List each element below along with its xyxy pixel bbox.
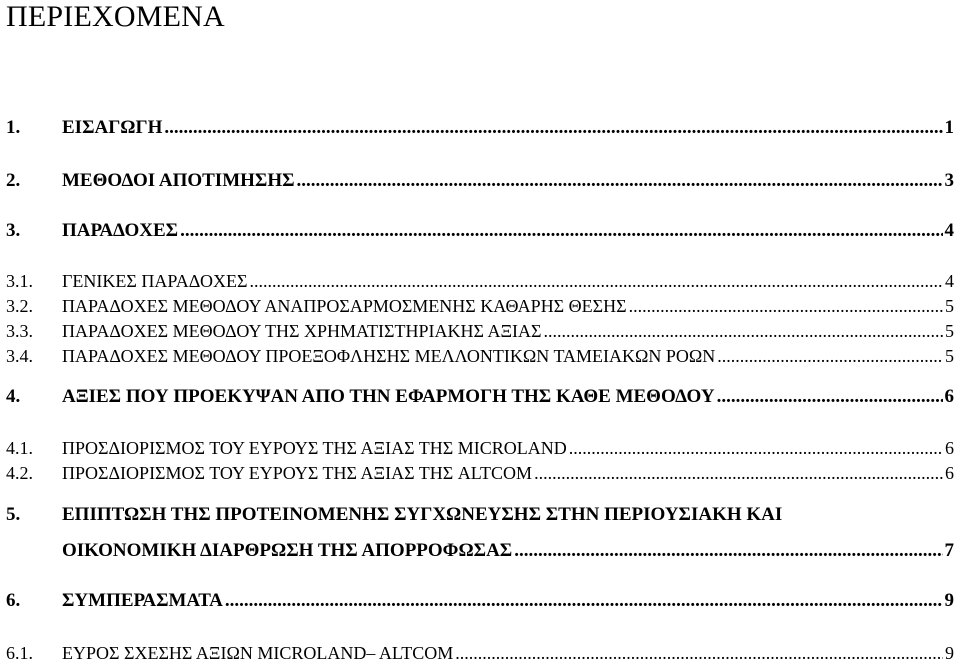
toc-entry-title: ΠΡΟΣΔΙΟΡΙΣΜΟΣ ΤΟΥ ΕΥΡΟΥΣ ΤΗΣ ΑΞΙΑΣ ΤΗΣ ALTCOM	[62, 463, 533, 483]
toc-entry-number: 3.4.	[6, 346, 33, 366]
toc-entry-page: 6	[945, 438, 954, 458]
dot-leader	[717, 345, 943, 367]
toc-entry-5-continued[interactable]	[62, 540, 954, 562]
toc-entry-3-2[interactable]	[6, 295, 954, 317]
dot-leader	[455, 642, 943, 664]
toc-entry-title: ΕΥΡΟΣ ΣΧΕΣΗΣ ΑΞΙΩΝ MICROLAND– ALTCOM	[62, 643, 454, 663]
toc-entry-number: 1.	[6, 117, 21, 138]
dot-leader	[297, 170, 943, 192]
toc-entry-title: ΠΑΡΑΔΟΧΕΣ ΜΕΘΟΔΟΥ ΠΡΟΕΞΟΦΛΗΣΗΣ ΜΕΛΛΟΝΤΙΚΩΝ ΤΑΜΕΙΑΚΩΝ ΡΟΩΝ	[62, 346, 716, 366]
toc-entry-number: 2.	[6, 170, 21, 191]
toc-entry-4-1[interactable]	[6, 437, 954, 459]
toc-entry-title: ΕΙΣΑΓΩΓΗ	[62, 117, 163, 138]
toc-entry-number: 3.2.	[6, 296, 33, 316]
toc-entry-page: 5	[945, 296, 954, 316]
dot-leader	[164, 117, 942, 139]
toc-entry-page: 4	[945, 271, 954, 291]
toc-entry-page: 4	[944, 220, 954, 241]
toc-entry-number: 4.	[6, 386, 21, 407]
toc-entry-3[interactable]	[6, 220, 954, 242]
dot-leader	[717, 386, 943, 408]
toc-entry-number: 4.2.	[6, 463, 33, 483]
toc-entry-page: 9	[944, 590, 954, 611]
toc-entry-number: 3.3.	[6, 321, 33, 341]
toc-entry-4-2[interactable]	[6, 462, 954, 484]
toc-entry-title: ΣΥΜΠΕΡΑΣΜΑΤΑ	[62, 590, 223, 611]
dot-leader	[225, 590, 943, 612]
toc-entry-page: 9	[945, 643, 954, 663]
toc-entry-page: 7	[944, 540, 954, 561]
dot-leader	[629, 295, 943, 317]
toc-entry-4[interactable]	[6, 386, 954, 408]
toc-entry-title: ΕΠΙΠΤΩΣΗ ΤΗΣ ΠΡΟΤΕΙΝΟΜΕΝΗΣ ΣΥΓΧΩΝΕΥΣΗΣ ΣΤΗΝ ΠΕΡΙΟΥΣΙΑΚΗ ΚΑΙ	[62, 504, 783, 525]
toc-entry-page: 5	[945, 346, 954, 366]
toc-entry-5[interactable]	[6, 504, 954, 526]
toc-entry-6[interactable]	[6, 590, 954, 612]
toc-entry-3-3[interactable]	[6, 320, 954, 342]
toc-entry-number: 6.	[6, 590, 21, 611]
dot-leader	[180, 220, 942, 242]
toc-entry-page: 3	[944, 170, 954, 191]
toc-entry-3-1[interactable]	[6, 270, 954, 292]
toc-entry-title: ΠΑΡΑΔΟΧΕΣ	[62, 220, 179, 241]
toc-entry-6-1[interactable]	[6, 642, 954, 664]
toc-entry-page: 1	[944, 117, 954, 138]
toc-entry-number: 6.1.	[6, 643, 33, 663]
toc-entry-number: 4.1.	[6, 438, 33, 458]
toc-entry-3-4[interactable]	[6, 345, 954, 367]
toc-entry-number: 3.	[6, 220, 21, 241]
toc-entry-title: ΠΑΡΑΔΟΧΕΣ ΜΕΘΟΔΟΥ ΑΝΑΠΡΟΣΑΡΜΟΣΜΕΝΗΣ ΚΑΘΑΡΗΣ ΘΕΣΗΣ	[62, 296, 627, 316]
toc-entry-page: 5	[945, 321, 954, 341]
toc-entry-title: ΜΕΘΟΔΟΙ ΑΠΟΤΙΜΗΣΗΣ	[62, 170, 295, 191]
toc-entry-title: ΓΕΝΙΚΕΣ ΠΑΡΑΔΟΧΕΣ	[62, 271, 248, 291]
dot-leader	[534, 462, 943, 484]
toc-entry-number: 3.1.	[6, 271, 33, 291]
dot-leader	[569, 437, 943, 459]
toc-entry-title: ΑΞΙΕΣ ΠΟΥ ΠΡΟΕΚΥΨΑΝ ΑΠΟ ΤΗΝ ΕΦΑΡΜΟΓΗ ΤΗΣ ΚΑΘΕ ΜΕΘΟΔΟΥ	[62, 386, 715, 407]
toc-entry-2[interactable]	[6, 170, 954, 192]
toc-entry-title: ΠΑΡΑΔΟΧΕΣ ΜΕΘΟΔΟΥ ΤΗΣ ΧΡΗΜΑΤΙΣΤΗΡΙΑΚΗΣ ΑΞΙΑΣ	[62, 321, 542, 341]
dot-leader	[514, 540, 942, 562]
page-title: ΠΕΡΙΕΧΟΜΕΝΑ	[6, 0, 225, 33]
toc-entry-page: 6	[944, 386, 954, 407]
toc-entry-number: 5.	[6, 504, 21, 525]
dot-leader	[249, 270, 943, 292]
dot-leader	[544, 320, 944, 342]
toc-entry-1[interactable]	[6, 117, 954, 139]
toc-entry-title: ΟΙΚΟΝΟΜΙΚΗ ΔΙΑΡΘΡΩΣΗ ΤΗΣ ΑΠΟΡΡΟΦΩΣΑΣ	[62, 540, 513, 561]
toc-entry-title: ΠΡΟΣΔΙΟΡΙΣΜΟΣ ΤΟΥ ΕΥΡΟΥΣ ΤΗΣ ΑΞΙΑΣ ΤΗΣ MICROLAND	[62, 438, 567, 458]
toc-entry-page: 6	[945, 463, 954, 483]
